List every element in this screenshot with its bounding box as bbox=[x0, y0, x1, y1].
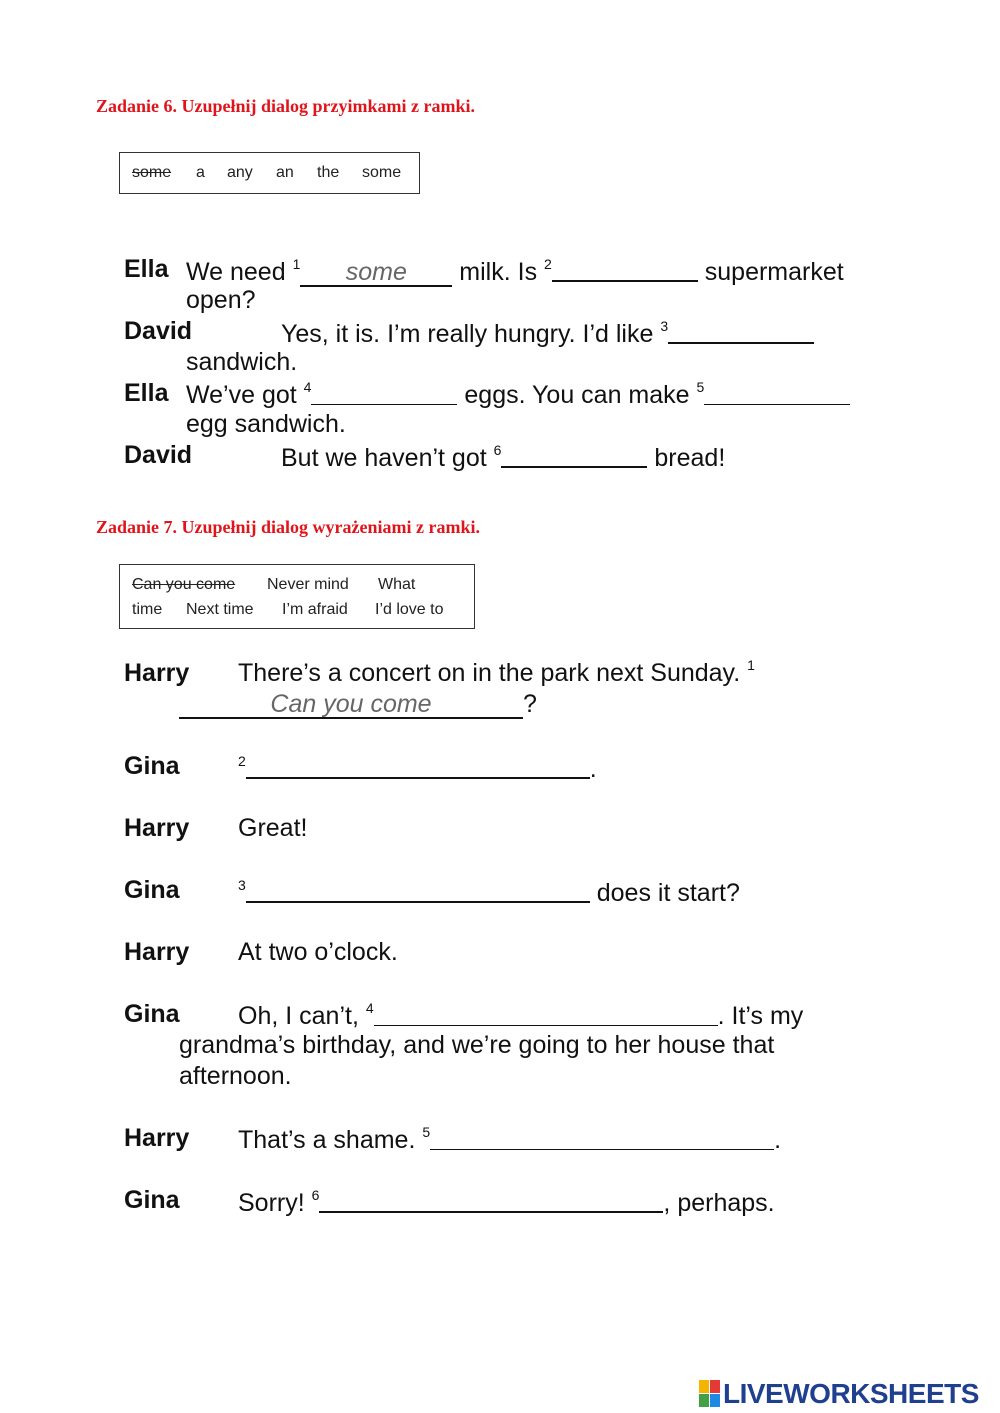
word-option: any bbox=[227, 164, 253, 181]
task6-heading: Zadanie 6. Uzupełnij dialog przyimkami z ramki. bbox=[96, 96, 476, 116]
answer-blank-6[interactable] bbox=[501, 442, 647, 468]
word-option: a bbox=[196, 164, 205, 181]
speaker-ella: Ella bbox=[124, 379, 169, 407]
dialog-line: $^2$ . bbox=[238, 752, 597, 783]
answer-blank-1[interactable]: Can you come bbox=[179, 691, 523, 719]
dialog-line: There’s a concert on in the park next Sunday. $^1$ bbox=[238, 656, 755, 687]
dialog-line: open? bbox=[186, 286, 256, 314]
dialog-line: We need $^1$ some milk. Is $^2$ supermarket bbox=[186, 255, 844, 286]
word-option: the bbox=[317, 164, 340, 181]
speaker-david: David bbox=[124, 317, 193, 345]
dialog-line: That’s a shame. $^5$ . bbox=[238, 1123, 782, 1154]
answer-blank-5[interactable] bbox=[430, 1125, 774, 1150]
word-used: Can you come bbox=[132, 576, 236, 593]
dialog-line: grandma’s birthday, and we’re going to her house that bbox=[179, 1031, 775, 1059]
word-option: an bbox=[276, 164, 294, 181]
word-used: some bbox=[132, 164, 172, 181]
task6-word-box bbox=[119, 152, 420, 194]
answer-blank-4[interactable] bbox=[311, 380, 457, 405]
answer-blank-5[interactable] bbox=[704, 380, 850, 405]
answer-blank-2[interactable] bbox=[552, 256, 698, 282]
word-option: I’m afraid bbox=[282, 601, 348, 618]
answer-blank-1[interactable]: some bbox=[300, 259, 452, 287]
answer-blank-3[interactable] bbox=[246, 877, 590, 903]
dialog-line: Yes, it is. I’m really hungry. I’d like $^3$ bbox=[281, 316, 814, 349]
word-option: Never mind bbox=[267, 576, 349, 593]
dialog-line: We’ve got $^4$ eggs. You can make $^5$ bbox=[186, 378, 850, 410]
dialog-line: But we haven’t got $^6$ bread! bbox=[281, 441, 726, 472]
dialog-line: Can you come ? bbox=[179, 689, 537, 719]
speaker-gina: Gina bbox=[124, 1186, 180, 1214]
dialog-line: At two o’clock. bbox=[238, 938, 398, 966]
dialog-line: sandwich. bbox=[186, 348, 298, 376]
answer-blank-4[interactable] bbox=[374, 1001, 718, 1026]
word-option: I’d love to bbox=[375, 601, 444, 618]
dialog-line: Oh, I can’t, $^4$ . It’s my bbox=[238, 999, 804, 1030]
speaker-harry: Harry bbox=[124, 814, 190, 842]
speaker-harry: Harry bbox=[124, 938, 190, 966]
logo-mark-icon bbox=[699, 1380, 721, 1408]
speaker-david: David bbox=[124, 441, 193, 469]
answer-blank-3[interactable] bbox=[668, 318, 814, 344]
word-option: What bbox=[378, 576, 416, 593]
speaker-harry: Harry bbox=[124, 1124, 190, 1152]
answer-blank-6[interactable] bbox=[319, 1187, 663, 1213]
speaker-ella: Ella bbox=[124, 255, 169, 283]
liveworksheets-logo bbox=[699, 1378, 979, 1410]
answer-blank-2[interactable] bbox=[246, 753, 590, 779]
word-option: some bbox=[362, 164, 402, 181]
logo-text: LIVEWORKSHEETS bbox=[723, 1378, 979, 1409]
speaker-gina: Gina bbox=[124, 752, 180, 780]
task7-heading: Zadanie 7. Uzupełnij dialog wyrażeniami z ramki. bbox=[96, 517, 480, 537]
task7-word-box bbox=[119, 564, 475, 629]
dialog-line: egg sandwich. bbox=[186, 410, 346, 438]
word-option: time bbox=[132, 601, 163, 618]
speaker-harry: Harry bbox=[124, 659, 190, 687]
dialog-line: Great! bbox=[238, 814, 308, 842]
speaker-gina: Gina bbox=[124, 1000, 180, 1028]
speaker-gina: Gina bbox=[124, 876, 180, 904]
dialog-line: Sorry! $^6$ , perhaps. bbox=[238, 1186, 775, 1217]
dialog-line: $^3$ does it start? bbox=[238, 876, 740, 907]
dialog-line: afternoon. bbox=[179, 1062, 292, 1090]
word-option: Next time bbox=[186, 601, 254, 618]
